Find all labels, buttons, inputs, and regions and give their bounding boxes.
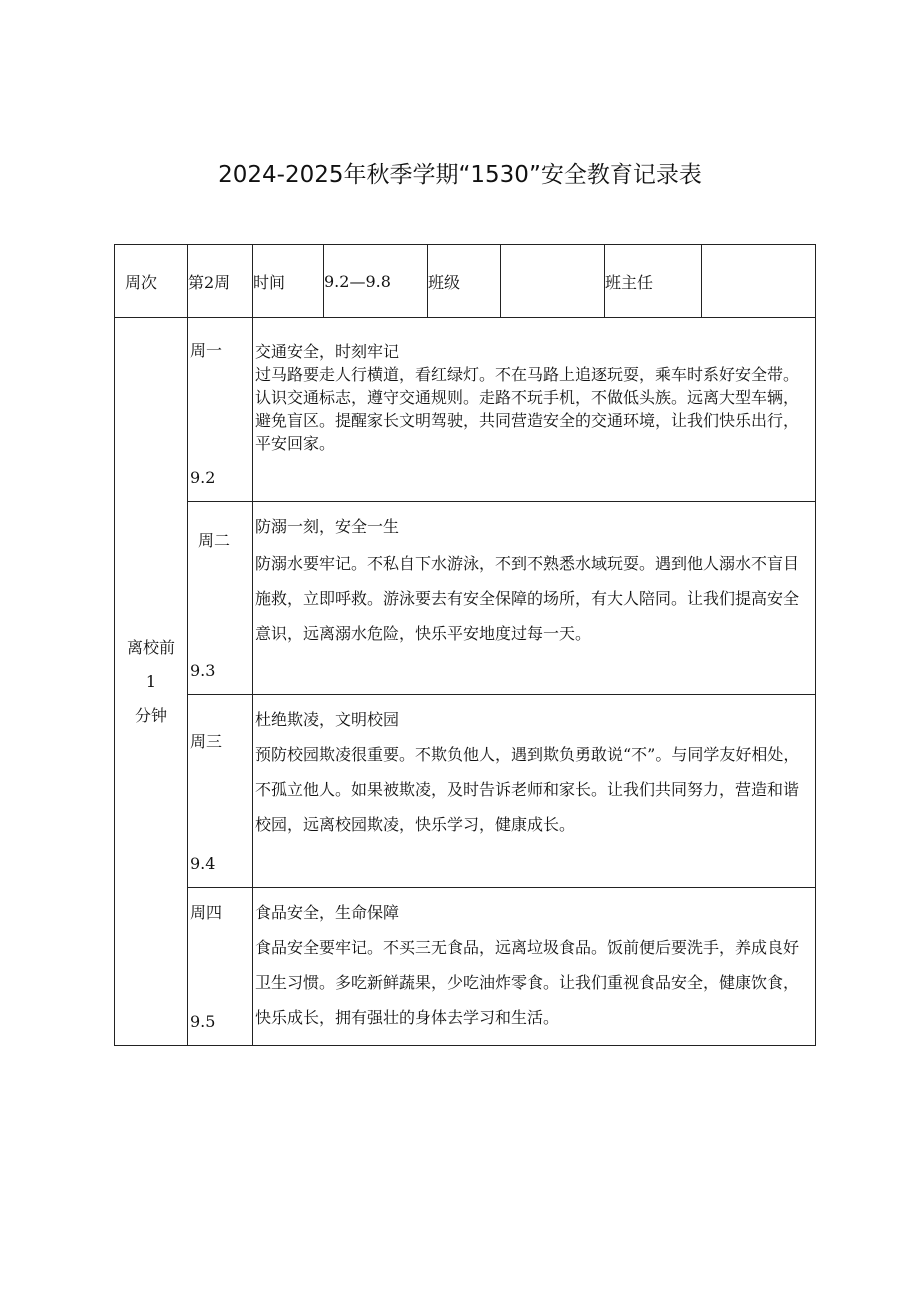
topic-body: 食品安全要牢记。不买三无食品，远离垃圾食品。饭前便后要洗手，养成良好卫生习惯。多吃新鲜蔬果，少吃油炸零食。让我们重视食品安全，健康饮食，快乐成长，拥有强壮的身体去学习和生活。 (255, 938, 800, 1027)
day-date: 9.4 (190, 854, 216, 873)
day-cell-wednesday (188, 695, 253, 888)
day-row-thursday (115, 888, 816, 1046)
day-name: 周一 (190, 341, 223, 360)
topic-body: 过马路要走人行横道，看红绿灯。不在马路上追逐玩耍，乘车时系好安全带。认识交通标志，遵守交通规则。走路不玩手机，不做低头族。远离大型车辆，避免盲区。提醒家长文明驾驶，共同营造安全的交通环境，让我们快乐出行，平安回家。 (255, 365, 800, 453)
time-label: 时间 (253, 245, 324, 318)
time-value: 9.2—9.8 (324, 245, 428, 318)
side-label-line2: 1 (145, 671, 157, 691)
day-name: 周四 (190, 903, 223, 922)
content-wednesday (253, 695, 816, 888)
content-tuesday (253, 502, 816, 695)
day-cell-thursday (188, 888, 253, 1046)
teacher-label: 班主任 (605, 245, 702, 318)
day-cell-monday (188, 318, 253, 502)
class-value[interactable] (501, 245, 605, 318)
side-label-line1: 离校前 (126, 637, 175, 657)
day-name: 周三 (190, 732, 223, 751)
topic-body: 防溺水要牢记。不私自下水游泳，不到不熟悉水域玩耍。遇到他人溺水不盲目施救，立即呼救。游泳要去有安全保障的场所，有大人陪同。让我们提高安全意识，远离溺水危险，快乐平安地度过每一天。 (255, 554, 800, 643)
day-date: 9.3 (190, 661, 216, 680)
topic-body: 预防校园欺凌很重要。不欺负他人，遇到欺负勇敢说“不”。与同学友好相处，不孤立他人。如果被欺凌，及时告诉老师和家长。让我们共同努力，营造和谐校园，远离校园欺凌，快乐学习，健康成长。 (255, 745, 800, 834)
class-label: 班级 (428, 245, 501, 318)
teacher-value[interactable] (702, 245, 816, 318)
day-row-tuesday (115, 502, 816, 695)
day-name: 周二 (198, 531, 231, 550)
side-label-line3: 分钟 (134, 705, 167, 725)
header-row (115, 245, 816, 318)
topic-title: 食品安全，生命保障 (255, 903, 400, 922)
topic-title: 杜绝欺凌，文明校园 (255, 710, 400, 729)
topic-title: 防溺一刻，安全一生 (255, 517, 400, 536)
day-date: 9.2 (190, 468, 216, 487)
week-label: 周次 (115, 245, 188, 318)
side-label (115, 318, 188, 1046)
record-table (114, 244, 816, 1046)
content-thursday (253, 888, 816, 1046)
day-date: 9.5 (190, 1012, 216, 1031)
page-title: 2024-2025年秋季学期“1530”安全教育记录表 (218, 162, 702, 188)
day-row-wednesday (115, 695, 816, 888)
day-row-monday (115, 318, 816, 502)
topic-title: 交通安全，时刻牢记 (255, 342, 400, 361)
day-cell-tuesday (188, 502, 253, 695)
week-value: 第2周 (188, 245, 253, 318)
content-monday (253, 318, 816, 502)
